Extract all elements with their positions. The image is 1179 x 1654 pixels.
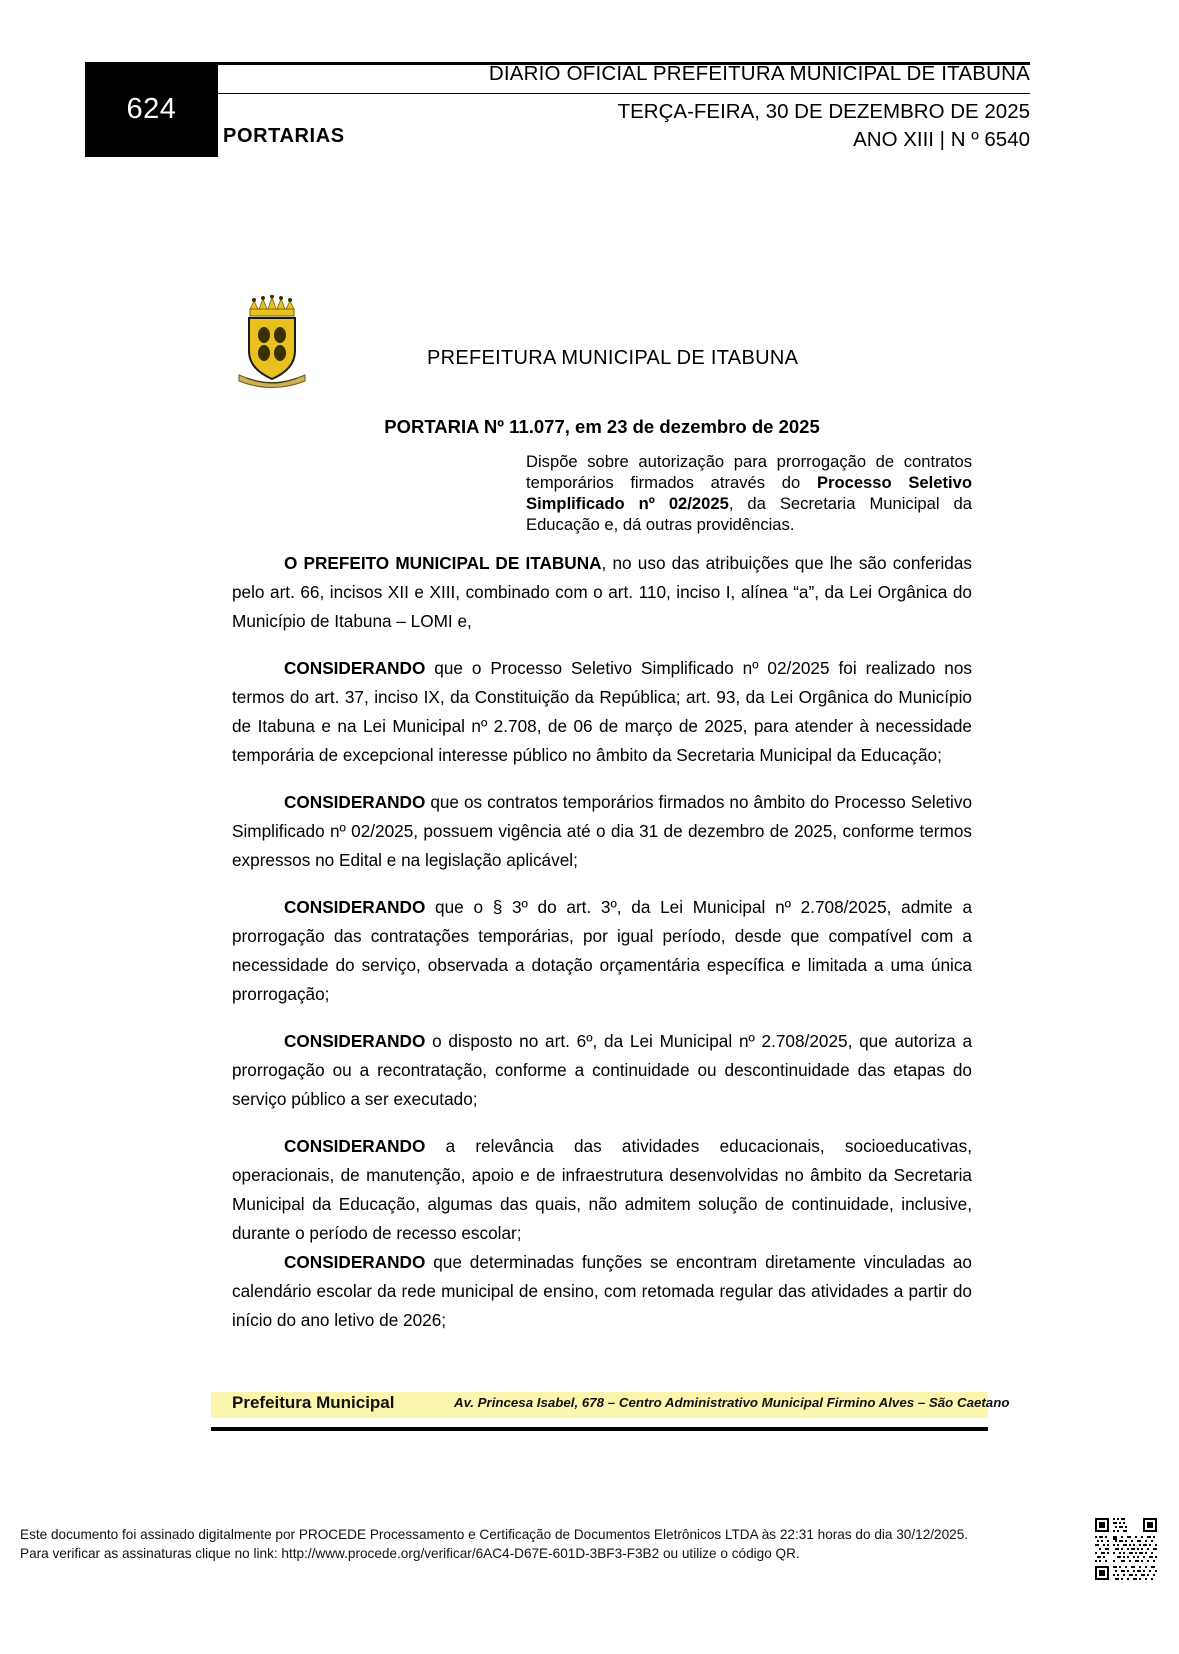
paragraph-considerando-5 [232,1132,972,1248]
signature-line-1: Este documento foi assinado digitalmente por PROCEDE Processamento e Certificação de Documentos Eletrônicos LTDA às 22:31 horas do dia 30/12/2025. [20,1527,969,1542]
portaria-summary [526,451,972,535]
footer-address: Av. Princesa Isabel, 678 – Centro Administrativo Municipal Firmino Alves – São Caetano [454,1395,1010,1410]
paragraph-lead-1: CONSIDERANDO [284,658,426,678]
paragraph-lead-2: CONSIDERANDO [284,792,426,812]
page-number-badge: 624 [85,62,218,157]
paragraph-text-5: a relevância das atividades educacionais, socioeducativas, operacionais, de manutenção, apoio e de infraestrutura desenvolvidas no âmbito da Secretaria Municipal da Educação, algumas das quais, não admitem solução de continuidade, inclusive, durante o período de recesso escolar; [232,1136,972,1243]
paragraph-lead-6: CONSIDERANDO [284,1252,426,1272]
summary-part-2: , da Secretaria Municipal da Educação e, dá outras providências. [526,494,972,534]
section-title: PORTARIAS [223,125,345,147]
digital-signature-strip [0,1505,1179,1654]
paragraph-text-4: o disposto no art. 6º, da Lei Municipal nº 2.708/2025, que autoriza a prorrogação ou a recontratação, conforme a continuidade ou descontinuidade das etapas do serviço público a ser executado; [232,1031,972,1109]
paragraph-text-3: que o § 3º do art. 3º, da Lei Municipal nº 2.708/2025, admite a prorrogação das contratações temporárias, por igual período, desde que compatível com a necessidade do serviço, observada a dotação orçamentária específica e limitada a uma única prorrogação; [232,897,972,1004]
header-divider-middle [218,93,1030,94]
organization-name: PREFEITURA MUNICIPAL DE ITABUNA [427,347,799,369]
document-body [232,415,972,1353]
signature-notice [20,1525,1000,1563]
summary-part-1: Dispõe sobre autorização para prorrogação de contratos temporários firmados através do [526,452,972,492]
coat-of-arms-icon [233,295,311,390]
page-header [0,0,1179,175]
signature-line-2: Para verificar as assinaturas clique no link: http://www.procede.org/verificar/6AC4-D67E-601D-3BF3-F3B2 ou utilize o código QR. [20,1546,800,1561]
gazette-title: DIÁRIO OFICIAL PREFEITURA MUNICIPAL DE ITABUNA [488,62,1030,85]
paragraph-text-2: que os contratos temporários firmados no âmbito do Processo Seletivo Simplificado nº 02/2025, possuem vigência até o dia 31 de dezembro de 2025, conforme termos expressos no Edital e na legislação aplicável; [232,792,972,870]
gazette-date: TERÇA-FEIRA, 30 DE DEZEMBRO DE 2025 [617,100,1030,123]
paragraph-considerando-4 [232,1027,972,1114]
paragraph-considerando-6 [232,1248,972,1335]
paragraph-lead-5: CONSIDERANDO [284,1136,426,1156]
paragraph-considerando-2 [232,788,972,875]
qr-code-icon [1095,1518,1157,1580]
paragraph-lead-0: O PREFEITO MUNICIPAL DE ITABUNA [284,553,602,573]
portaria-title: PORTARIA Nº 11.077, em 23 de dezembro de 2025 [384,416,820,437]
page-footer [211,1392,1010,1424]
paragraph-considerando-1 [232,654,972,770]
paragraph-text-6: que determinadas funções se encontram diretamente vinculadas ao calendário escolar da rede municipal de ensino, com retomada regular das atividades a partir do início do ano letivo de 2026; [232,1252,972,1330]
paragraph-considerando-3 [232,893,972,1009]
paragraph-lead-4: CONSIDERANDO [284,1031,426,1051]
paragraph-text-1: que o Processo Seletivo Simplificado nº 02/2025 foi realizado nos termos do art. 37, inciso IX, da Constituição da República; art. 93, da Lei Orgânica do Município de Itabuna e na Lei Municipal nº 2.708, de 06 de março de 2025, para atender à necessidade temporária de excepcional interesse público no âmbito da Secretaria Municipal da Educação; [232,658,972,765]
summary-highlight: Processo Seletivo Simplificado nº 02/2025 [526,473,972,513]
footer-divider [211,1427,988,1431]
paragraph-text-0: , no uso das atribuições que lhe são conferidas pelo art. 66, incisos XII e XIII, combinado com o art. 110, inciso I, alínea “a”, da Lei Orgânica do Município de Itabuna – LOMI e, [232,553,973,631]
paragraph-lead-3: CONSIDERANDO [284,897,426,917]
paragraph-preambulo [232,549,972,636]
gazette-issue: ANO XIII | N º 6540 [853,128,1030,151]
footer-entity-label: Prefeitura Municipal [232,1393,395,1412]
